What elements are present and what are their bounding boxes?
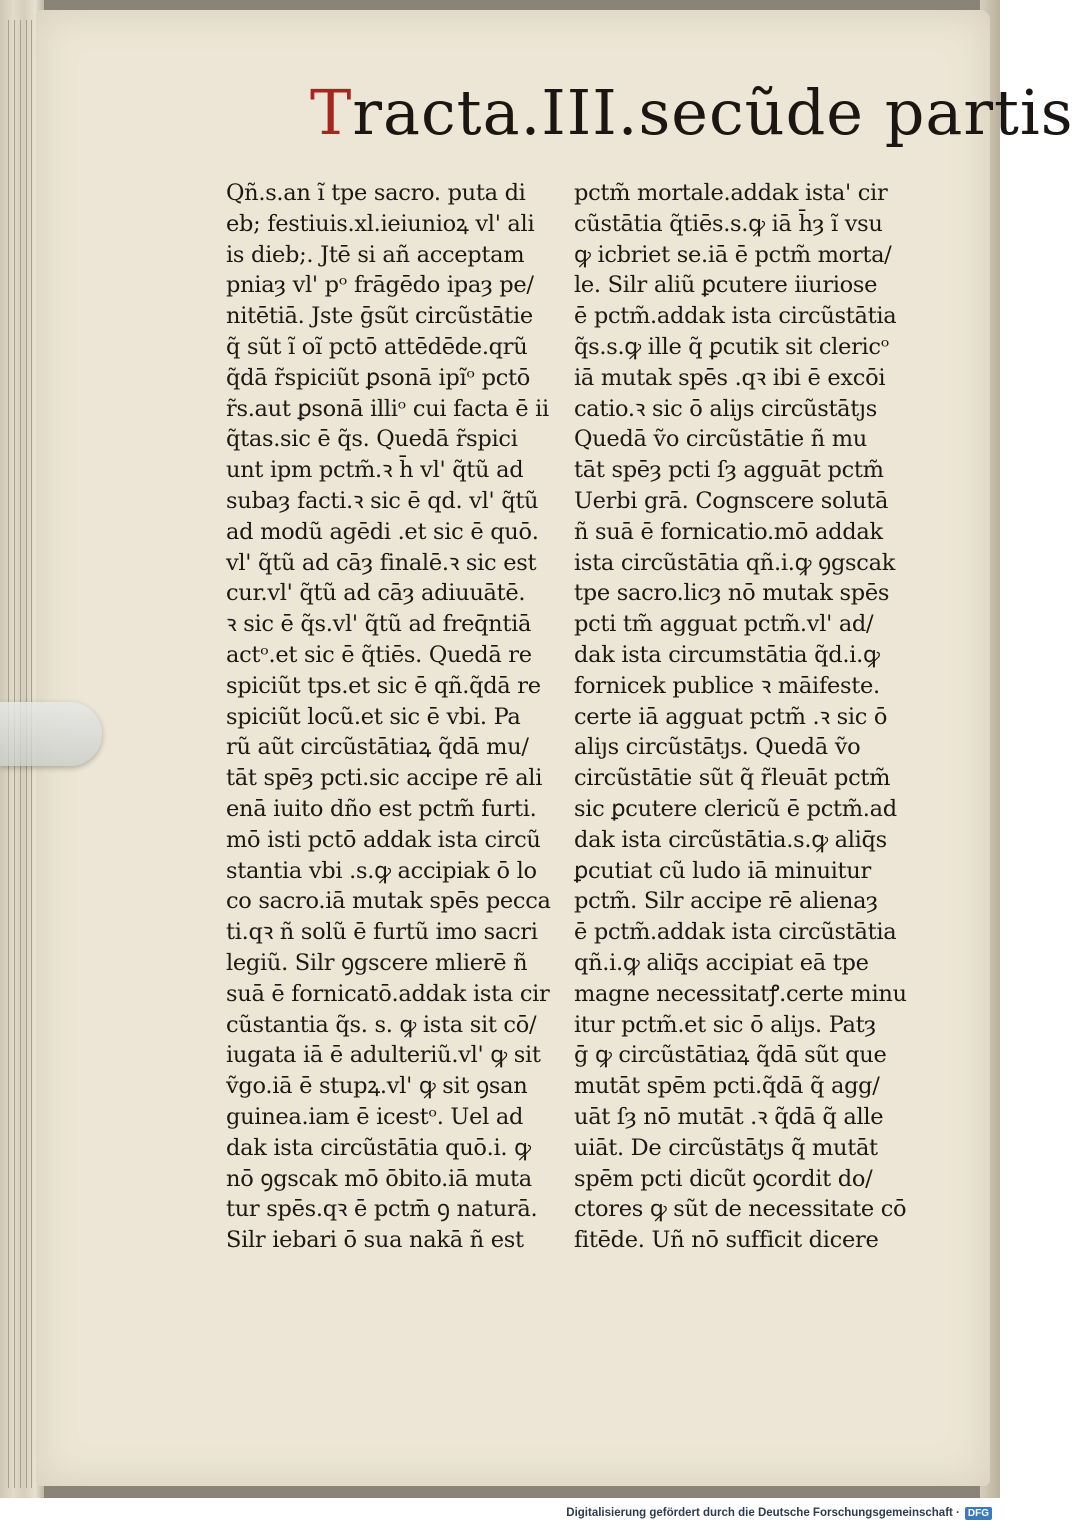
text-line: pctm̃. Silr accipe rē alienaȝ — [574, 888, 878, 915]
text-line: ē pctm̃.addak ista circũstātia — [574, 919, 897, 946]
text-line: ꝑcutiat cũ ludo iā minuitur — [574, 857, 871, 884]
text-line: rũ aũt circũstātiaꝝ q̃dā mu/ — [226, 734, 529, 761]
footer-credit: Digitalisierung gefördert durch die Deutsche Forschungsgemeinschaft · — [566, 1507, 960, 1519]
text-line: ista circũstātia qñ.i.ꝙ ꝯgscak — [574, 549, 896, 576]
text-line: ꝛ sic ē q̃s.vl' q̃tũ ad freq̄ntiā — [226, 611, 532, 638]
text-line: spēm pcti dicũt ꝯcordit do/ — [574, 1165, 873, 1192]
text-line: guinea.iam ē icestᵒ. Uel ad — [226, 1103, 524, 1130]
text-line: ṽgo.iā ē stupꝝ.vl' ꝙ sit ꝯsan — [226, 1073, 528, 1100]
text-line: tur spēs.qꝛ ē pctm̄ ꝯ naturā. — [226, 1196, 538, 1223]
text-line: is dieb;. Jtē si añ acceptam — [226, 241, 525, 268]
text-line: legiũ. Silr ꝯgscere mlierē ñ — [226, 949, 528, 976]
text-line: actᵒ.et sic ē q̃tiēs. Quedā re — [226, 641, 532, 668]
text-line: stantia vbi .s.ꝙ accipiak ō lo — [226, 857, 537, 884]
text-line: Qñ.s.an ĩ tpe sacro. puta di — [226, 180, 526, 206]
text-line: nitētiā. Jste ḡsũt circũstātie — [226, 303, 533, 330]
text-line: magne necessitatꝭ.certe minu — [574, 980, 907, 1007]
text-line: suā ē fornicatō.addak ista cir — [226, 980, 550, 1007]
text-line: aliȷs circũstātȷs. Quedā ṽo — [574, 734, 861, 761]
text-line: vl' q̃tũ ad cāȝ finalē.ꝛ sic est — [226, 549, 537, 576]
text-line: ꝙ icbriet se.iā ē pctm̃ morta/ — [574, 241, 892, 268]
dfg-logo: DFG — [965, 1507, 992, 1520]
text-line: qñ.i.ꝙ aliq̄s accipiat eā tpe — [574, 949, 869, 976]
text-column-right — [574, 178, 907, 1256]
text-line: Uerbi grā. Cognscere solutā — [574, 487, 889, 514]
text-line: ē pctm̃.addak ista circũstātia — [574, 303, 897, 330]
text-line: fitēde. Uñ nō sufficit dicere — [574, 1227, 879, 1254]
text-line: Quedā ṽo circũstātie ñ mu — [574, 426, 867, 453]
text-line: pcti tm̃ agguat pctm̃.vl' ad/ — [574, 611, 874, 638]
text-line: co sacro.iā mutak spēs pecca — [226, 888, 551, 915]
text-column-left — [226, 178, 556, 1256]
footer-bar — [0, 1498, 1000, 1528]
text-line: q̃tas.sic ē q̃s. Quedā r̃spici — [226, 426, 518, 453]
page-heading — [310, 76, 1074, 149]
text-line: cur.vl' q̃tũ ad cāȝ adiuuātē. — [226, 580, 526, 607]
text-line: subaȝ facti.ꝛ sic ē qd. vl' q̃tũ — [226, 487, 539, 514]
text-line: pniaȝ vl' pᵒ frāgēdo ipaȝ pe/ — [226, 272, 534, 299]
text-line: itur pctm̃.et sic ō aliȷs. Patȝ — [574, 1011, 876, 1038]
text-line: eb; festiuis.xl.ieiunioꝝ vl' ali — [226, 210, 535, 237]
text-line: ti.qꝛ ñ solũ ē furtũ imo sacri — [226, 919, 538, 946]
text-line: unt ipm pctm̃.ꝛ h̄ vl' q̃tũ ad — [226, 457, 524, 484]
text-line: dak ista circũstātia quō.i. ꝙ — [226, 1134, 531, 1161]
text-line: q̃dā r̃spiciũt ꝑsonā ipĩᵒ pctō — [226, 364, 530, 391]
text-line: mutāt spēm pcti.q̃dā q̃ agg/ — [574, 1073, 880, 1100]
text-line: certe iā agguat pctm̃ .ꝛ sic ō — [574, 703, 888, 730]
text-line: le. Silr aliũ ꝑcutere iiuriose — [574, 272, 878, 299]
text-line: tāt spēȝ pcti ſȝ agguāt pctm̃ — [574, 457, 884, 484]
text-line: pctm̃ mortale.addak ista' cir — [574, 180, 888, 206]
text-line: ḡ ꝙ circũstātiaꝝ q̃dā sũt que — [574, 1042, 887, 1069]
text-line: r̃s.aut ꝑsonā illiᵒ cui facta ē ii — [226, 395, 549, 422]
text-line: fornicek publice ꝛ māifeste. — [574, 672, 880, 699]
text-line: enā iuito dño est pctm̃ furti. — [226, 795, 537, 822]
text-line: tpe sacro.licȝ nō mutak spēs — [574, 580, 890, 607]
text-line: catio.ꝛ sic ō aliȷs circũstātȷs — [574, 395, 877, 422]
page-clip — [0, 702, 102, 766]
text-line: iā mutak spēs .qꝛ ibi ē excōi — [574, 364, 886, 391]
text-line: iugata iā ē adulteriũ.vl' ꝙ sit — [226, 1042, 541, 1069]
text-line: q̃ sũt ĩ oĩ pctō attēdēde.qrũ — [226, 333, 528, 360]
text-line: q̃s.s.ꝙ ille q̃ ꝑcutik sit clericᵒ — [574, 333, 890, 360]
text-line: uiāt. De circũstātȷs q̃ mutāt — [574, 1134, 878, 1161]
text-line: sic ꝑcutere clericũ ē pctm̃.ad — [574, 795, 897, 822]
text-line: mō isti pctō addak ista circũ — [226, 826, 541, 853]
text-line: dak ista circumstātia q̃d.i.ꝙ — [574, 641, 880, 668]
text-line: ñ suā ē fornicatio.mō addak — [574, 518, 883, 545]
text-line: ad modũ agēdi .et sic ē quō. — [226, 518, 539, 545]
heading-initial: T — [310, 76, 353, 149]
text-line: circũstātie sũt q̃ r̃leuāt pctm̃ — [574, 765, 891, 792]
text-line: cũstātia q̃tiēs.s.ꝙ iā h̄ȝ ĩ vsu — [574, 210, 883, 237]
text-line: Silr iebari ō sua nakā ñ est — [226, 1227, 524, 1254]
heading-text: racta.III.secũde partis — [352, 76, 1074, 149]
text-line: spiciũt locũ.et sic ē vbi. Pa — [226, 703, 521, 730]
text-line: tāt spēȝ pcti.sic accipe rē ali — [226, 765, 543, 792]
text-line: ctores ꝙ sũt de necessitate cō — [574, 1196, 907, 1223]
text-line: dak ista circũstātia.s.ꝙ aliq̄s — [574, 826, 887, 853]
text-line: spiciũt tps.et sic ē qñ.q̃dā re — [226, 672, 541, 699]
text-line: nō ꝯgscak mō ōbito.iā muta — [226, 1165, 532, 1192]
text-line: cũstantia q̃s. s. ꝙ ista sit cō/ — [226, 1011, 537, 1038]
text-line: uāt ſȝ nō mutāt .ꝛ q̃dā q̃ alle — [574, 1103, 884, 1130]
